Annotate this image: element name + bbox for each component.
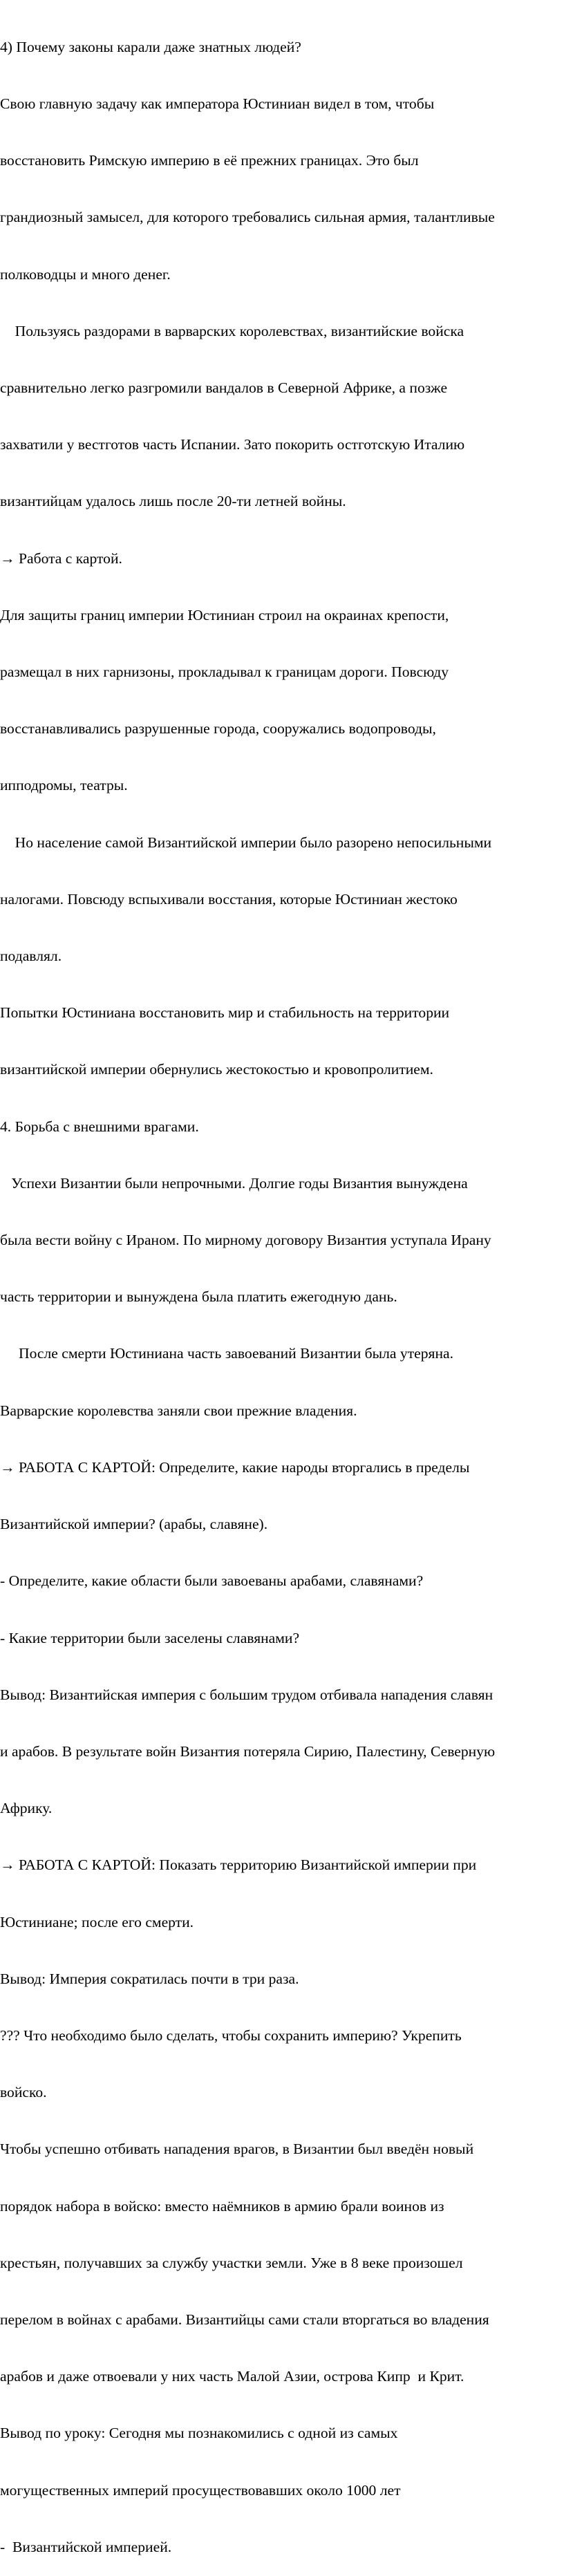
text-line: После смерти Юстиниана часть завоеваний Византии была утеряна. xyxy=(0,1345,454,1362)
text-line: Но население самой Византийской империи было разорено непосильными xyxy=(0,834,492,851)
text-line: налогами. Повсюду вспыхивали восстания, которые Юстиниан жестоко xyxy=(0,890,458,908)
text-line: ипподромы, театры. xyxy=(0,777,128,794)
text-line: - Византийской империей. xyxy=(0,2538,172,2555)
text-line: Вывод: Империя сократилась почти в три раза. xyxy=(0,1970,299,1987)
text-line: - Определите, какие области были завоеваны арабами, славянами? xyxy=(0,1572,424,1590)
text-line: Чтобы успешно отбивать нападения врагов, в Византии был введён новый xyxy=(0,2141,474,2158)
text-line: Попытки Юстиниана восстановить мир и стабильность на территории xyxy=(0,1004,450,1022)
text-line: грандиозный замысел, для которого требовались сильная армия, талантливые xyxy=(0,209,495,226)
text-line: Варварские королевства заняли свои прежние владения. xyxy=(0,1402,357,1419)
text-line: → РАБОТА С КАРТОЙ: Показать территорию Византийской империи при xyxy=(0,1856,477,1874)
text-line: арабов и даже отвоевали у них часть Малой Азии, острова Кипр и Крит. xyxy=(0,2368,464,2385)
text-line: Для защиты границ империи Юстиниан строил на окраинах крепости, xyxy=(0,606,449,623)
text-line: 4) Почему законы карали даже знатных людей? xyxy=(0,38,301,55)
text-line: Византийской империи? (арабы, славяне). xyxy=(0,1516,268,1533)
text-line: Африку. xyxy=(0,1800,53,1817)
text-line: 4. Борьба с внешними врагами. xyxy=(0,1118,199,1135)
text-line: часть территории и вынуждена была платить ежегодную дань. xyxy=(0,1288,397,1306)
text-line: ??? Что необходимо было сделать, чтобы сохранить империю? Укрепить xyxy=(0,2027,462,2044)
text-line: могущественных империй просуществовавших около 1000 лет xyxy=(0,2481,401,2499)
text-line: войско. xyxy=(0,2084,47,2101)
text-line: восстанавливались разрушенные города, сооружались водопроводы, xyxy=(0,720,436,737)
text-line: Успехи Византии были непрочными. Долгие годы Византия вынуждена xyxy=(0,1174,468,1192)
text-line: захватили у вестготов часть Испании. Зато покорить остготскую Италию xyxy=(0,436,465,453)
text-line: Вывод по уроку: Сегодня мы познакомились с одной из самых xyxy=(0,2425,398,2442)
text-line: → Работа с картой. xyxy=(0,549,122,567)
text-line: перелом в войнах с арабами. Византийцы сами стали вторгаться во владения xyxy=(0,2311,489,2328)
text-line: византийцам удалось лишь после 20-ти летней войны. xyxy=(0,493,346,510)
text-line: сравнительно легко разгромили вандалов в Северной Африке, а позже xyxy=(0,379,448,397)
text-line: размещал в них гарнизоны, прокладывал к границам дороги. Повсюду xyxy=(0,664,449,681)
text-line: порядок набора в войско: вместо наёмников в армию брали воинов из xyxy=(0,2197,444,2215)
text-line: крестьян, получавших за службу участки земли. Уже в 8 веке произошел xyxy=(0,2254,463,2271)
text-line: византийской империи обернулись жестокостью и кровопролитием. xyxy=(0,1061,433,1078)
text-line: Вывод: Византийская империя с большим трудом отбивала нападения славян xyxy=(0,1686,494,1703)
text-line: Юстиниане; после его смерти. xyxy=(0,1913,194,1930)
text-line: полководцы и много денег. xyxy=(0,265,171,283)
text-line: и арабов. В результате войн Византия потеряла Сирию, Палестину, Северную xyxy=(0,1742,496,1760)
text-line: Пользуясь раздорами в варварских королевствах, византийские войска xyxy=(0,322,464,339)
text-line: → РАБОТА С КАРТОЙ: Определите, какие народы вторгались в пределы xyxy=(0,1458,470,1476)
text-line: была вести войну с Ираном. По мирному договору Византия уступала Ирану xyxy=(0,1232,491,1249)
text-line: восстановить Римскую империю в её прежних границах. Это был xyxy=(0,152,419,169)
text-line: подавлял. xyxy=(0,948,62,965)
text-line: Свою главную задачу как императора Юстиниан видел в том, чтобы xyxy=(0,95,435,113)
text-line: - Какие территории были заселены славянами? xyxy=(0,1629,300,1646)
